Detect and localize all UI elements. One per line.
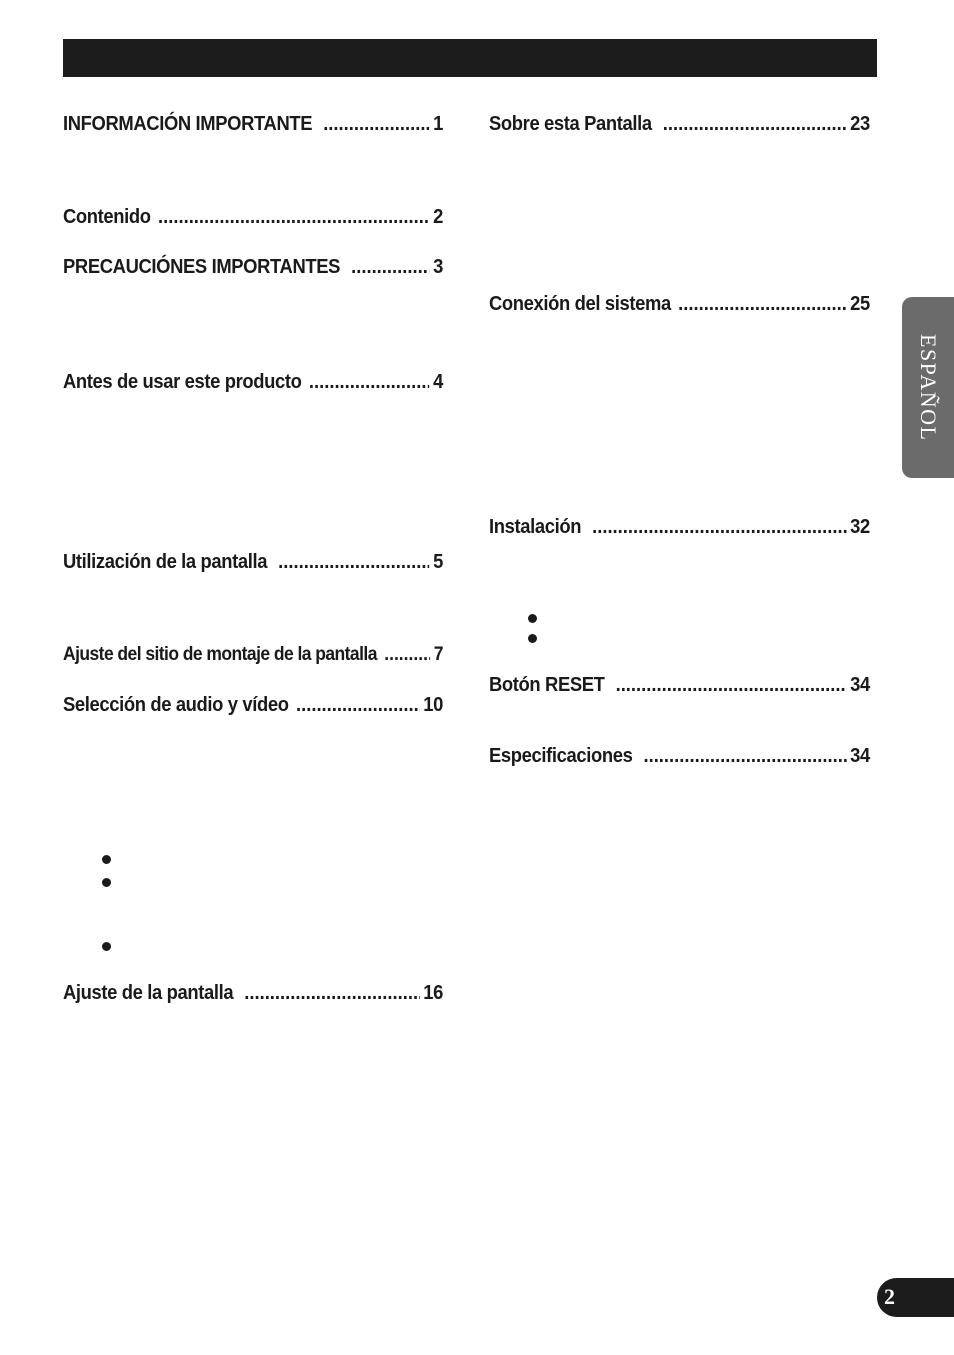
bullet-point bbox=[528, 614, 537, 623]
toc-entry-informacion-importante[interactable] bbox=[63, 112, 443, 136]
toc-entry-title: Selección de audio y vídeo bbox=[63, 694, 289, 716]
toc-entry-title: Antes de usar este producto bbox=[63, 371, 302, 393]
header-bar bbox=[63, 39, 877, 77]
toc-leader-dots bbox=[678, 292, 846, 316]
bullet-point bbox=[102, 855, 111, 864]
toc-entry-page: 23 bbox=[850, 113, 870, 135]
toc-entry-page: 10 bbox=[423, 694, 443, 716]
toc-entry-precauciones-importantes[interactable] bbox=[63, 255, 443, 279]
toc-entry-page: 7 bbox=[433, 644, 443, 665]
toc-entry-title: Botón RESET bbox=[489, 674, 605, 696]
page-number: 2 bbox=[884, 1284, 895, 1309]
toc-entry-page: 1 bbox=[433, 113, 443, 135]
bullet-point bbox=[102, 942, 111, 951]
toc-entry-especificaciones[interactable] bbox=[489, 744, 870, 768]
toc-entry-title: INFORMACIÓN IMPORTANTE bbox=[63, 113, 313, 135]
toc-entry-seleccion-audio-video[interactable] bbox=[63, 693, 443, 717]
toc-entry-title: Sobre esta Pantalla bbox=[489, 113, 652, 135]
language-tab bbox=[902, 297, 954, 478]
toc-entry-page: 16 bbox=[423, 982, 443, 1004]
toc-entry-sobre-esta-pantalla[interactable] bbox=[489, 112, 870, 136]
toc-entry-title: Contenido bbox=[63, 206, 151, 228]
toc-entry-page: 25 bbox=[850, 293, 870, 315]
toc-leader-dots bbox=[592, 515, 846, 539]
toc-entry-boton-reset[interactable] bbox=[489, 673, 870, 697]
toc-leader-dots bbox=[158, 205, 429, 229]
toc-entry-page: 34 bbox=[850, 745, 870, 767]
toc-entry-page: 32 bbox=[850, 516, 870, 538]
toc-leader-dots bbox=[278, 550, 429, 574]
toc-leader-dots bbox=[244, 981, 419, 1005]
toc-entry-title: Ajuste del sitio de montaje de la pantalla bbox=[63, 644, 377, 665]
toc-entry-antes-de-usar[interactable] bbox=[63, 370, 443, 394]
toc-entry-page: 5 bbox=[433, 551, 443, 573]
toc-entry-contenido[interactable] bbox=[63, 205, 443, 229]
toc-entry-instalacion[interactable] bbox=[489, 515, 870, 539]
toc-entry-title: Ajuste de la pantalla bbox=[63, 982, 234, 1004]
toc-leader-dots bbox=[663, 112, 847, 136]
toc-leader-dots bbox=[384, 643, 430, 667]
toc-entry-title: Utilización de la pantalla bbox=[63, 551, 268, 573]
toc-leader-dots bbox=[296, 693, 420, 717]
toc-leader-dots bbox=[323, 112, 429, 136]
bullet-point bbox=[528, 634, 537, 643]
toc-leader-dots bbox=[643, 744, 846, 768]
toc-entry-page: 4 bbox=[433, 371, 443, 393]
toc-entry-title: Instalación bbox=[489, 516, 582, 538]
toc-entry-title: Especificaciones bbox=[489, 745, 633, 767]
toc-entry-title: Conexión del sistema bbox=[489, 293, 671, 315]
language-tab-label: ESPAÑOL bbox=[916, 333, 941, 442]
toc-leader-dots bbox=[309, 370, 430, 394]
toc-leader-dots bbox=[351, 255, 429, 279]
toc-entry-ajuste-pantalla[interactable] bbox=[63, 981, 443, 1005]
toc-entry-ajuste-sitio-montaje[interactable] bbox=[63, 643, 443, 667]
toc-entry-page: 2 bbox=[433, 206, 443, 228]
toc-entry-utilizacion-pantalla[interactable] bbox=[63, 550, 443, 574]
toc-entry-page: 34 bbox=[850, 674, 870, 696]
bullet-point bbox=[102, 878, 111, 887]
toc-entry-conexion-sistema[interactable] bbox=[489, 292, 870, 316]
toc-leader-dots bbox=[616, 673, 847, 697]
toc-entry-page: 3 bbox=[433, 256, 443, 278]
toc-entry-title: PRECAUCIÓNES IMPORTANTES bbox=[63, 256, 341, 278]
